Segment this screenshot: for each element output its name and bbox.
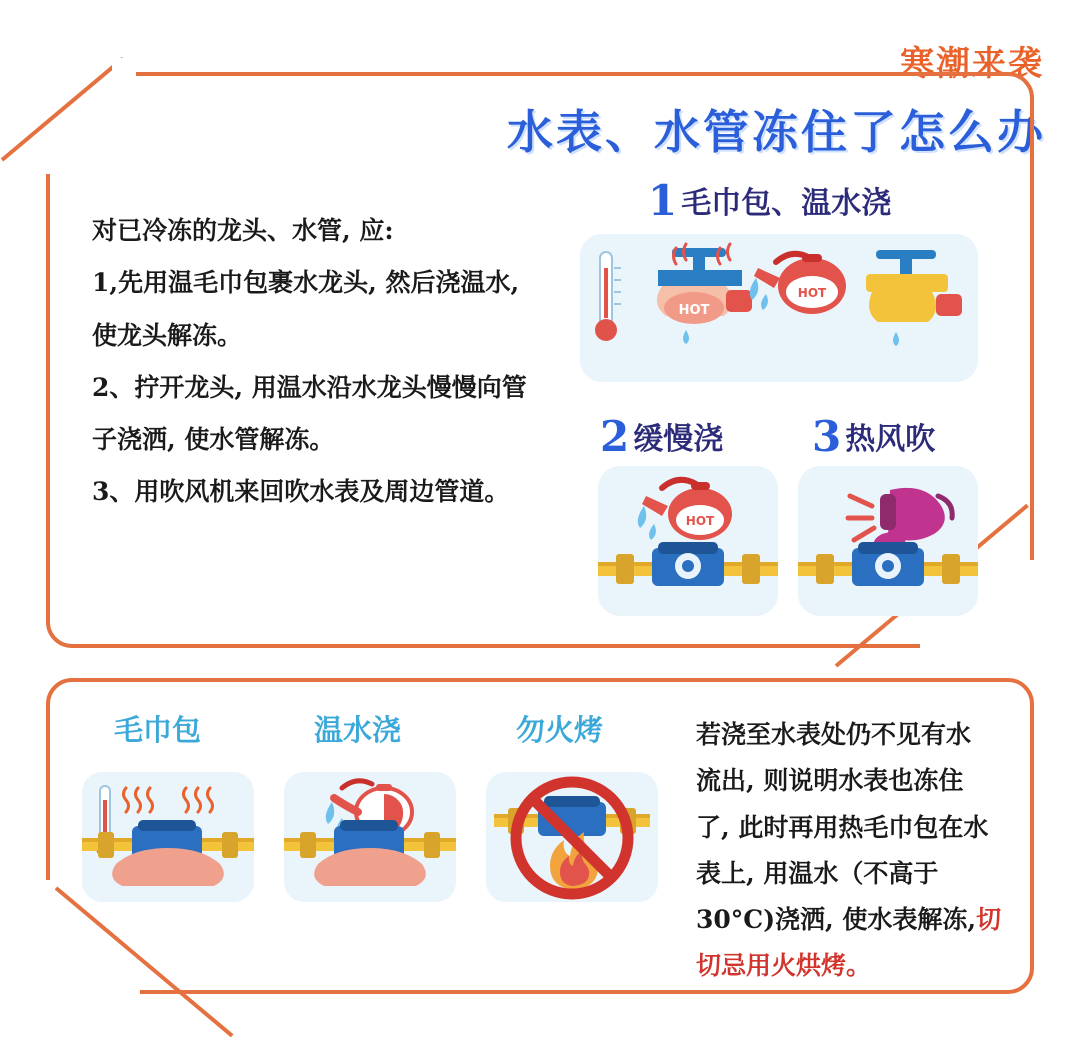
faucet-scene-svg — [580, 234, 978, 382]
illustration-pour-warm-water-meter — [284, 772, 456, 902]
bottom-text-line: 了, 此时再用热毛巾包在水 — [696, 812, 989, 842]
top-text-line: 1,先用温毛巾包裹水龙头, 然后浇温水, — [92, 268, 520, 298]
step-2-label: 缓慢浇 — [633, 422, 724, 457]
step-3-label: 热风吹 — [845, 422, 936, 457]
bottom-label-towel: 毛巾包 — [114, 713, 202, 747]
illustration-slow-pour — [598, 466, 778, 616]
illustration-towel-wrap-meter — [82, 772, 254, 902]
slow-pour-svg — [598, 466, 778, 616]
heat-waves-icon — [124, 788, 213, 812]
top-text-line: 使龙头解冻。 — [92, 320, 243, 350]
bottom-text-line: 流出, 则说明水表也冻住 — [696, 766, 964, 796]
water-meter-icon — [598, 542, 778, 586]
top-left-notch-mask2 — [112, 58, 136, 78]
bottom-text-line: 30°C)浇洒, 使水表解冻, — [696, 905, 977, 934]
step-1-number: 1 — [648, 176, 678, 225]
bottom-text-line-with-warn — [696, 897, 1020, 943]
step-3-number: 3 — [812, 412, 842, 461]
warning-inline-char: 切 — [976, 905, 1002, 934]
step-1-heading — [648, 176, 891, 225]
pour-meter-svg — [284, 772, 456, 902]
warning-text: 切忌用火烘烤。 — [696, 951, 872, 981]
towel-icon — [314, 848, 426, 886]
faucet-with-towel-icon — [657, 244, 752, 352]
top-text-line: 3、用吹风机来回吹水表及周边管道。 — [92, 477, 510, 507]
bottom-label-warmwater: 温水浇 — [314, 713, 402, 747]
towel-meter-svg — [82, 772, 254, 902]
header-kicker: 寒潮来袭 — [900, 44, 1044, 84]
illustration-hot-air-dryer — [798, 466, 978, 616]
step-1-label: 毛巾包、温水浇 — [681, 186, 892, 221]
kettle-hot-badge: HOT — [685, 514, 715, 528]
water-meter-icon — [798, 542, 978, 586]
thermometer-icon — [595, 252, 621, 341]
top-text-line: 2、拧开龙头, 用温水沿水龙头慢慢向管 — [92, 372, 527, 402]
no-fire-svg — [486, 772, 658, 902]
faucet-hot-badge: HOT — [678, 303, 710, 318]
towel-icon — [112, 848, 224, 886]
top-text-line: 子浇洒, 使水管解冻。 — [92, 425, 335, 454]
step-3-heading — [812, 412, 935, 461]
step-2-number: 2 — [600, 412, 630, 461]
kettle-icon — [638, 480, 732, 540]
bottom-panel-text — [696, 712, 1020, 990]
top-intro-line: 对已冷冻的龙头、水管, 应: — [92, 216, 394, 245]
bottom-label-nofire: 勿火烤 — [516, 713, 604, 747]
hairdryer-svg — [798, 466, 978, 616]
illustration-faucet-towel-warmwater — [580, 234, 978, 382]
bottom-text-line: 若浇至水表处仍不见有水 — [696, 720, 972, 749]
illustration-no-fire — [486, 772, 658, 902]
page-title: 水表、水管冻住了怎么办 — [507, 105, 1046, 159]
kettle-hot-badge: HOT — [797, 286, 827, 300]
kettle-icon — [750, 254, 846, 314]
faucet-yellow-icon — [866, 250, 962, 346]
top-panel-text — [92, 208, 562, 522]
bottom-text-line: 表上, 用温水（不高于 — [696, 858, 939, 888]
step-2-heading — [600, 412, 723, 461]
